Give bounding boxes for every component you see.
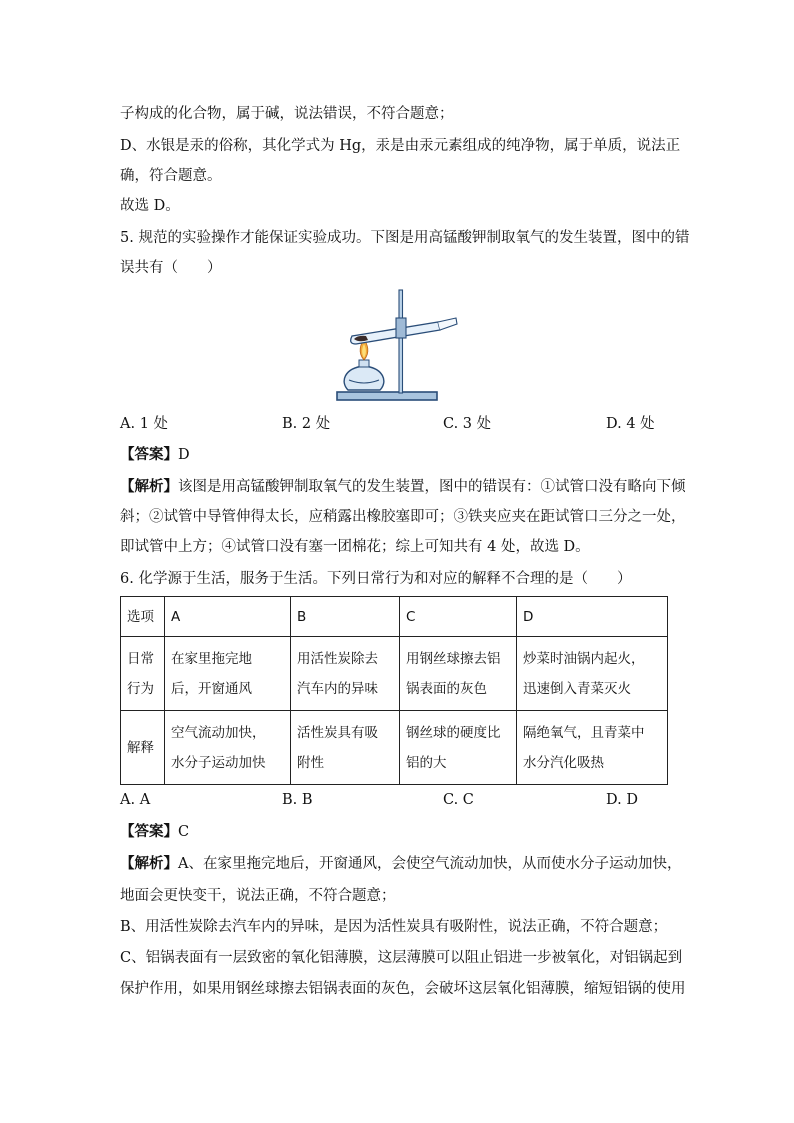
table-cell <box>291 711 400 785</box>
table-row <box>121 711 668 785</box>
analysis-label: 【解析】 <box>120 855 178 872</box>
question-5-stem: 5. 规范的实验操作才能保证实验成功。下图是用高锰酸钾制取氧气的发生装置，图中的错 <box>120 230 690 246</box>
table-cell <box>165 637 291 711</box>
cell-line: 在家里拖完地 <box>171 650 252 667</box>
text-line: 地面会更快变干，说法正确，不符合题意； <box>120 888 396 904</box>
cell-line: 铝的大 <box>406 754 447 771</box>
cell-line: 附性 <box>297 754 324 771</box>
cell-line: 炒菜时油锅内起火， <box>523 650 645 667</box>
cell-line: 汽车内的异味 <box>297 680 378 697</box>
option-a: A. A <box>120 792 151 808</box>
answer-label: 【答案】 <box>120 446 178 463</box>
cell-line: 空气流动加快， <box>171 724 266 741</box>
option-b: B. 2 处 <box>282 416 331 432</box>
text-line: 确，符合题意。 <box>120 168 222 184</box>
table-cell <box>400 711 517 785</box>
table-cell <box>121 637 165 711</box>
text-line: B、用活性炭除去汽车内的异味，是因为活性炭具有吸附性，说法正确，不符合题意； <box>120 919 668 935</box>
table-cell: B <box>291 597 400 637</box>
apparatus-drawing <box>334 284 464 406</box>
text-line: D、水银是汞的俗称，其化学式为 Hg，汞是由汞元素组成的纯净物，属于单质，说法正 <box>120 138 681 154</box>
cell-line: 锅表面的灰色 <box>406 680 487 697</box>
table-cell <box>165 711 291 785</box>
cell-line: 后，开窗通风 <box>171 680 252 697</box>
table-cell <box>291 637 400 711</box>
analysis-text: 该图是用高锰酸钾制取氧气的发生装置，图中的错误有：①试管口没有略向下倾 <box>178 479 686 495</box>
cell-line: 钢丝球的硬度比 <box>406 724 501 741</box>
answer-value: C <box>178 824 190 840</box>
text-line: 保护作用，如果用钢丝球擦去铝锅表面的灰色，会破坏这层氧化铝薄膜，缩短铝锅的使用 <box>120 981 686 997</box>
table-cell: 选项 <box>121 597 165 637</box>
cell-line: 日常 <box>127 650 154 667</box>
option-a: A. 1 处 <box>120 416 169 432</box>
table-cell <box>517 637 668 711</box>
option-d: D. 4 处 <box>606 416 655 432</box>
question-5-options <box>120 414 680 434</box>
text-line: 子构成的化合物，属于碱，说法错误，不符合题意； <box>120 106 454 122</box>
text-line: 即试管中上方；④试管口没有塞一团棉花；综上可知共有 4 处，故选 D。 <box>120 539 590 555</box>
question-6-analysis <box>120 854 681 874</box>
table-cell <box>400 637 517 711</box>
table-cell: A <box>165 597 291 637</box>
question-5-analysis <box>120 477 686 497</box>
analysis-text: A、在家里拖完地后，开窗通风，会使空气流动加快，从而使水分子运动加快， <box>178 856 682 872</box>
cell-line: 用活性炭除去 <box>297 650 378 667</box>
table-row <box>121 637 668 711</box>
text-line: C、铝锅表面有一层致密的氧化铝薄膜，这层薄膜可以阻止铝进一步被氧化，对铝锅起到 <box>120 950 683 966</box>
text-line: 斜；②试管中导管伸得太长，应稍露出橡胶塞即可；③铁夹应夹在距试管口三分之一处， <box>120 509 686 525</box>
option-d: D. D <box>606 792 638 808</box>
oxygen-apparatus-figure <box>334 284 464 406</box>
question-6-options <box>120 790 680 810</box>
cell-line: 行为 <box>127 680 154 697</box>
cell-line: 用钢丝球擦去铝 <box>406 650 501 667</box>
question-5-stem: 误共有（ ） <box>120 260 222 276</box>
table-cell <box>517 711 668 785</box>
text-line: 故选 D。 <box>120 198 180 214</box>
table-cell: C <box>400 597 517 637</box>
question-6-stem: 6. 化学源于生活，服务于生活。下列日常行为和对应的解释不合理的是（ ） <box>120 571 632 587</box>
analysis-label: 【解析】 <box>120 478 178 495</box>
cell-line: 隔绝氧气，且青菜中 <box>523 724 645 741</box>
option-c: C. 3 处 <box>443 416 492 432</box>
cell-line: 水分汽化吸热 <box>523 754 604 771</box>
cell-line: 活性炭具有吸 <box>297 724 378 741</box>
option-b: B. B <box>282 792 313 808</box>
answer-value: D <box>178 447 190 463</box>
table-header-row <box>121 597 668 637</box>
option-c: C. C <box>443 792 474 808</box>
answer-label: 【答案】 <box>120 823 178 840</box>
cell-line: 迅速倒入青菜灭火 <box>523 680 631 697</box>
question-5-answer <box>120 445 190 465</box>
cell-line: 水分子运动加快 <box>171 754 266 771</box>
options-table <box>120 596 668 785</box>
table-cell: 解释 <box>121 711 165 785</box>
table-cell: D <box>517 597 668 637</box>
question-6-answer <box>120 822 189 842</box>
